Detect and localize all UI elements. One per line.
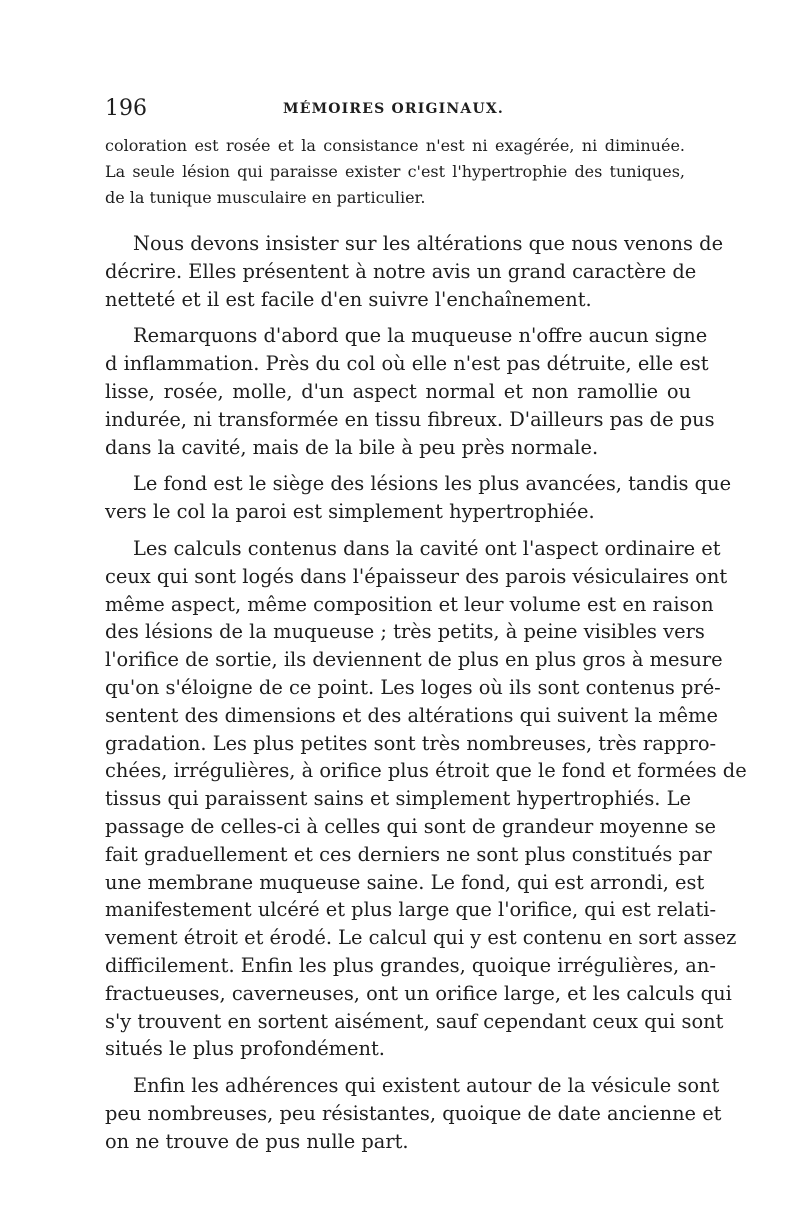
paragraph [105, 535, 747, 1063]
paragraph [105, 470, 732, 526]
text-line: manifestement ulcéré et plus large que l'orifice, qui est relati- [105, 898, 716, 922]
text-line: situés le plus profondément. [105, 1037, 385, 1061]
running-title: MÉMOIRES ORIGINAUX. [283, 101, 504, 117]
text-line: La seule lésion qui paraisse exister c'est l'hypertrophie des tuniques, [105, 162, 685, 181]
text-line: des lésions de la muqueuse ; très petits, à peine visibles vers [105, 620, 705, 644]
text-line: chées, irrégulières, à orifice plus étroit que le fond et formées de [105, 759, 747, 783]
text-line: lisse, rosée, molle, d'un aspect normal et non ramollie ou [105, 379, 691, 403]
paragraph [105, 230, 724, 313]
page-number: 196 [105, 96, 147, 121]
text-line: gradation. Les plus petites sont très nombreuses, très rappro- [105, 731, 717, 755]
text-line: on ne trouve de pus nulle part. [105, 1129, 409, 1153]
text-line: de la tunique musculaire en particulier. [105, 188, 426, 207]
text-line: l'orifice de sortie, ils deviennent de plus en plus gros à mesure [105, 648, 723, 672]
text-line: ceux qui sont logés dans l'épaisseur des parois vésiculaires ont [105, 564, 728, 588]
text-line: tissus qui paraissent sains et simplement hypertrophiés. Le [105, 787, 691, 811]
text-line: coloration est rosée et la consistance n'est ni exagérée, ni diminuée. [105, 136, 685, 155]
text-line: décrire. Elles présentent à notre avis un grand caractère de [105, 259, 697, 283]
text-line: fait graduellement et ces derniers ne sont plus constitués par [105, 842, 712, 866]
text-line: indurée, ni transformée en tissu fibreux. D'ailleurs pas de pus [105, 407, 715, 431]
text-line: peu nombreuses, peu résistantes, quoique de date ancienne et [105, 1101, 722, 1125]
text-line: s'y trouvent en sortent aisément, sauf cependant ceux qui sont [105, 1009, 724, 1033]
body-text [105, 230, 747, 1165]
paragraph [105, 322, 715, 461]
text-line: sentent des dimensions et des altérations qui suivent la même [105, 703, 719, 727]
text-line: Enfin les adhérences qui existent autour de la vésicule sont [133, 1074, 720, 1098]
text-line: Remarquons d'abord que la muqueuse n'offre aucun signe [133, 324, 708, 348]
text-line: d inflammation. Près du col où elle n'est pas détruite, elle est [105, 352, 709, 376]
text-line: même aspect, même composition et leur volume est en raison [105, 592, 714, 616]
text-line: Le fond est le siège des lésions les plus avancées, tandis que [133, 472, 732, 496]
text-line: une membrane muqueuse saine. Le fond, qui est arrondi, est [105, 870, 705, 894]
page-header [105, 96, 685, 122]
text-line: Les calculs contenus dans la cavité ont l'aspect ordinaire et [133, 536, 721, 560]
intro-paragraph [105, 133, 685, 211]
text-line: passage de celles-ci à celles qui sont de grandeur moyenne se [105, 814, 716, 838]
text-line: Nous devons insister sur les altérations que nous venons de [133, 232, 724, 255]
text-line: difficilement. Enfin les plus grandes, quoique irrégulières, an- [105, 953, 716, 977]
text-line: vement étroit et érodé. Le calcul qui y est contenu en sort assez [105, 926, 737, 950]
text-line: qu'on s'éloigne de ce point. Les loges où ils sont contenus pré- [105, 675, 721, 699]
text-line: vers le col la paroi est simplement hypertrophiée. [105, 500, 595, 524]
paragraph [105, 1072, 722, 1155]
text-line: dans la cavité, mais de la bile à peu près normale. [105, 435, 599, 459]
text-line: netteté et il est facile d'en suivre l'enchaînement. [105, 287, 592, 311]
text-line: fractueuses, caverneuses, ont un orifice large, et les calculs qui [105, 981, 732, 1005]
